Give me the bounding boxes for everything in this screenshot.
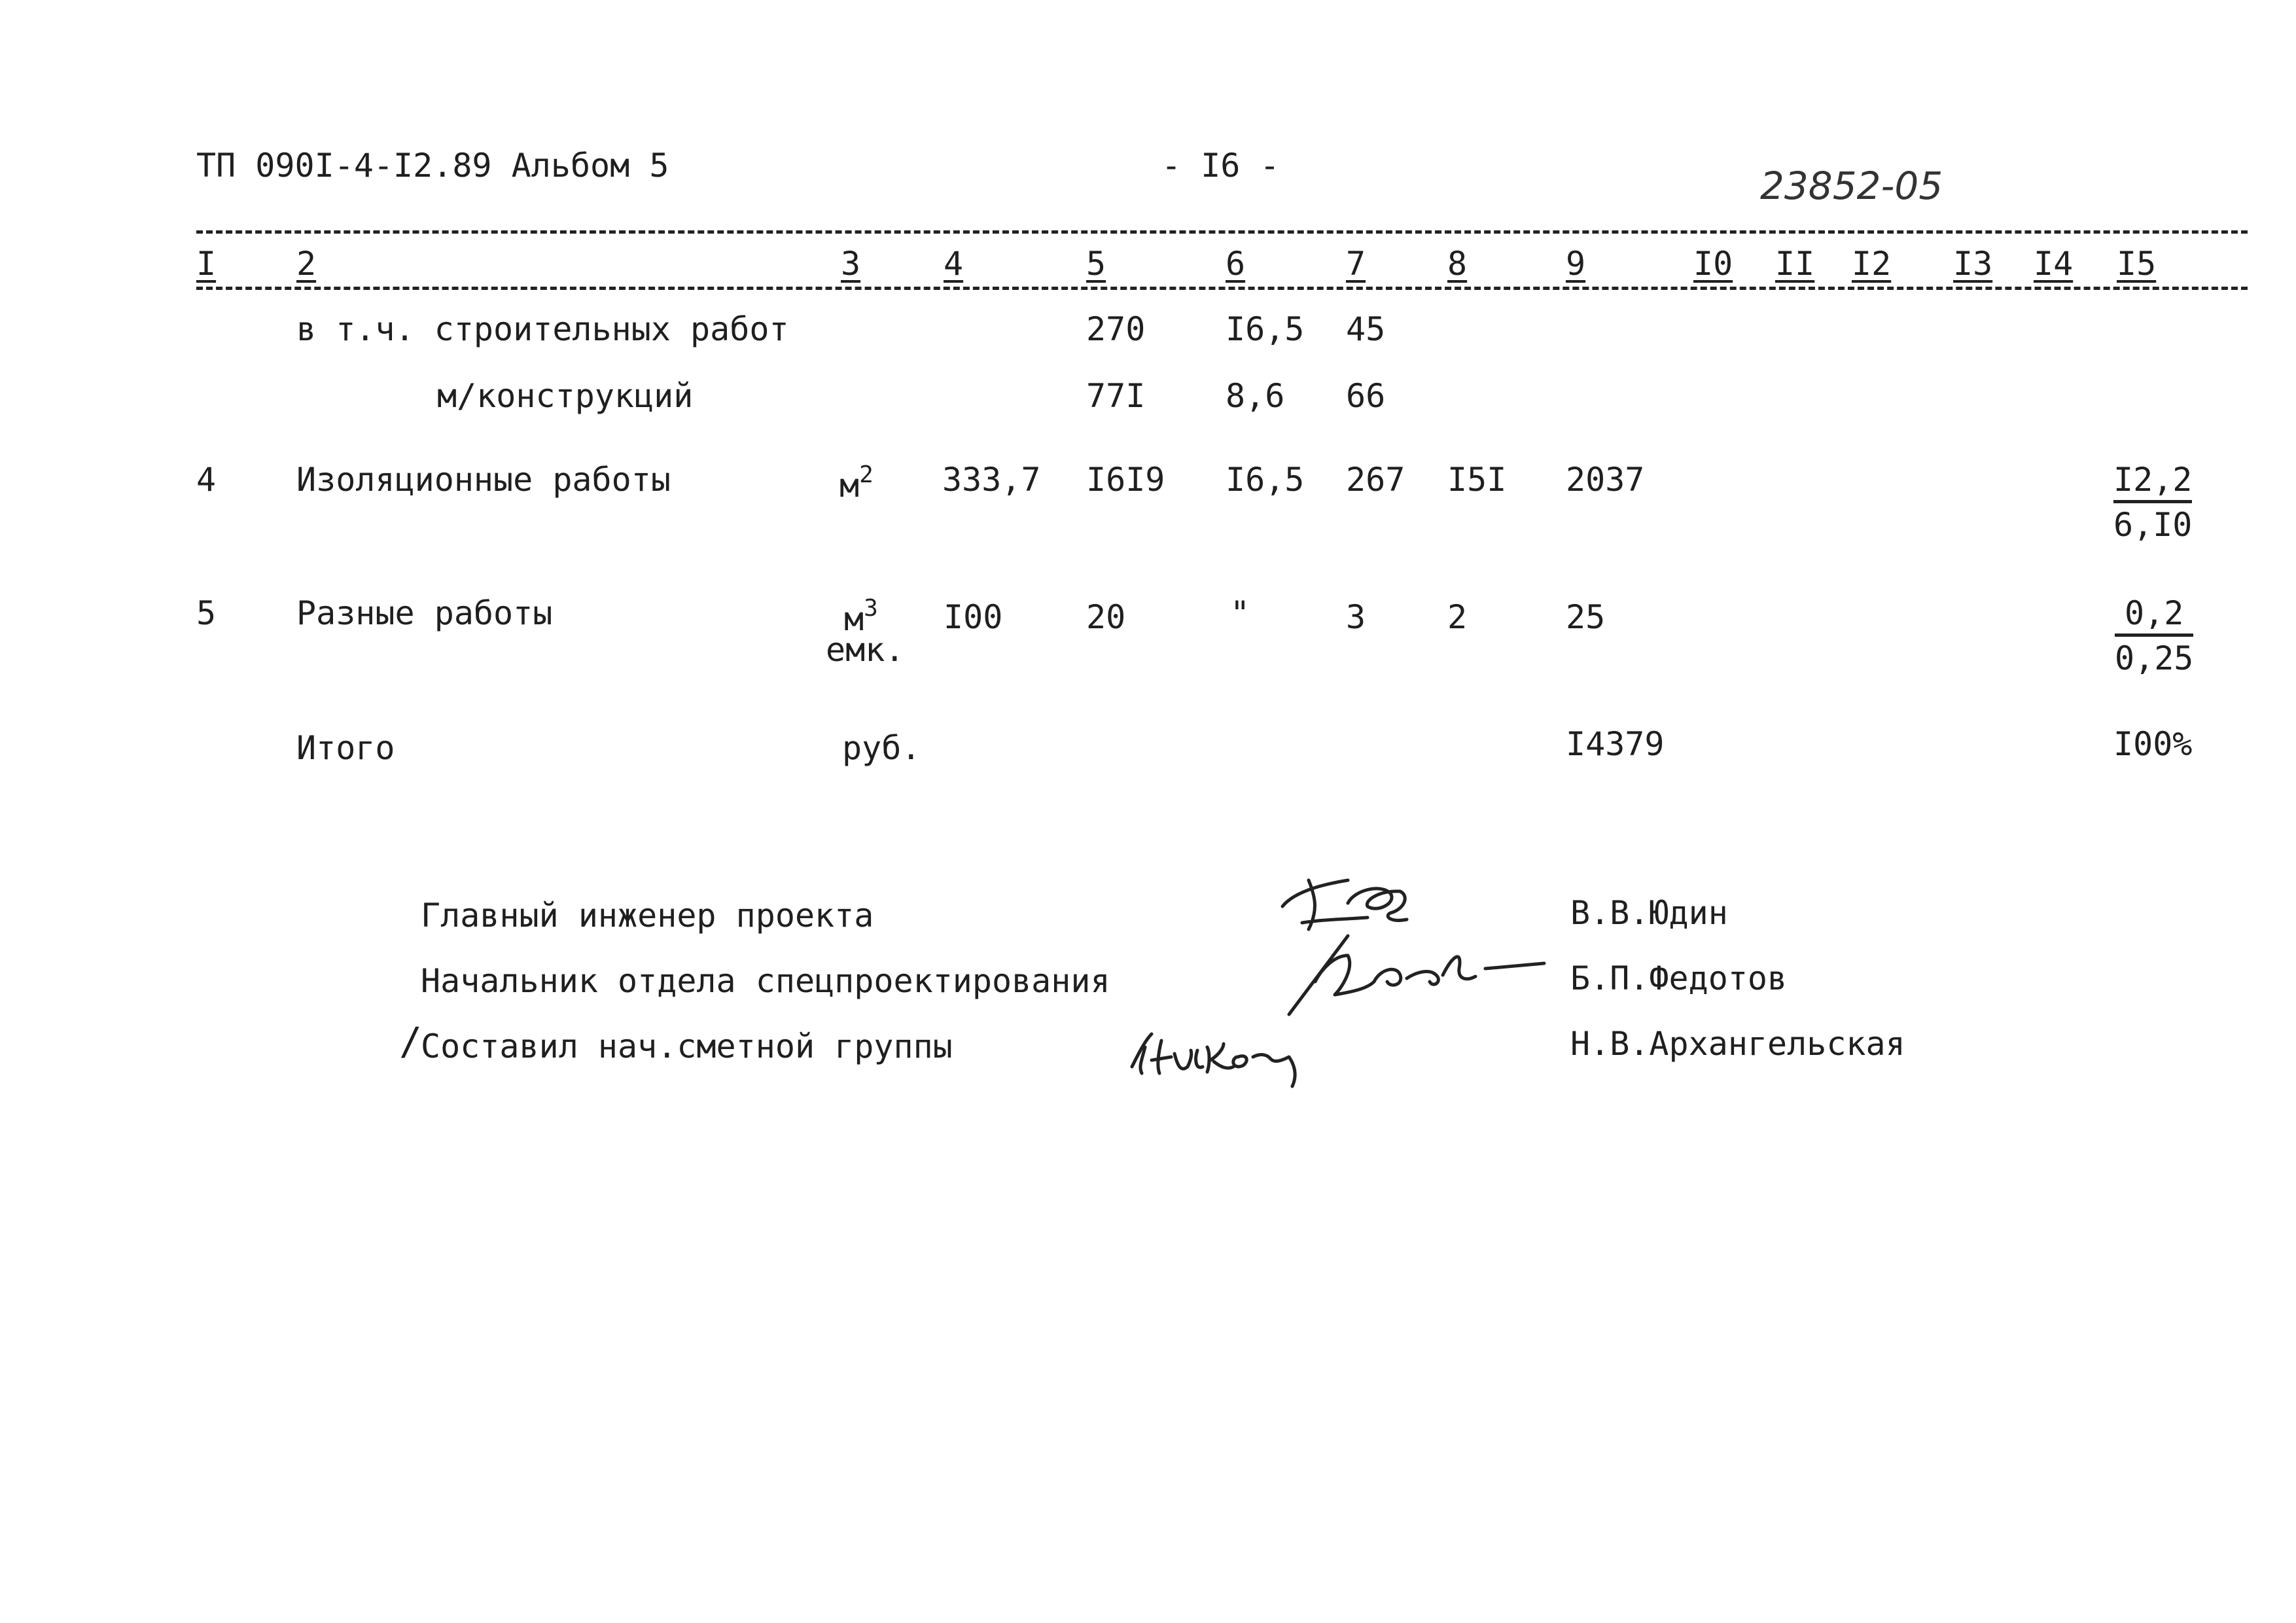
row-number: 5 [196,594,217,632]
column-number: I2 [1852,245,1892,283]
column-number: I4 [2034,245,2074,283]
row-name: Изоляционные работы [296,461,671,499]
signature-role: Начальник отдела спецпроектирования [421,962,1110,1000]
column-number: I0 [1693,245,1733,283]
column-number: I3 [1953,245,1993,283]
cell-col6: I6,5 [1226,310,1305,348]
row-name: Итого [296,729,395,767]
cell-col9: 2037 [1566,461,1645,499]
archive-number: 23852-05 [1760,164,1943,208]
cell-col9: 25 [1566,598,1606,636]
unit-base: м [839,467,860,505]
cell-col5: I6I9 [1086,461,1165,499]
header-bottom-rule [196,287,2248,290]
fraction-numerator: I2,2 [2113,463,2192,503]
column-number: 8 [1447,245,1468,283]
cell-col7: 45 [1346,310,1386,348]
cell-col15-fraction [2115,594,2194,677]
signature-role: Составил нач.сметной группы [421,1027,953,1065]
cell-col6: 8,6 [1226,377,1285,415]
cell-col15-fraction [2113,461,2193,544]
cell-col5: 270 [1086,310,1146,348]
fraction-numerator: 0,2 [2115,597,2193,637]
column-number: 5 [1086,245,1106,283]
cell-col8: I5I [1447,461,1507,499]
cell-col4: I00 [944,598,1003,636]
cell-col15: I00% [2113,725,2193,763]
signature-name: В.В.Юдин [1570,894,1728,932]
unit [844,595,878,638]
unit-exponent: 2 [859,461,874,488]
column-number: 7 [1346,245,1366,283]
unit-base: м [844,600,864,638]
cell-col7: 267 [1346,461,1405,499]
cell-col5: 77I [1086,377,1146,415]
signature-name: Б.П.Федотов [1570,959,1788,997]
row-name: Разные работы [296,594,553,632]
cell-col7: 66 [1346,377,1386,415]
signature-role: Главный инженер проекта [421,897,874,935]
column-number: I [196,245,217,283]
unit-exponent: 3 [864,595,878,622]
fraction-denominator: 6,I0 [2113,506,2193,544]
unit-line2: емк. [826,631,905,669]
column-number: 6 [1226,245,1246,283]
row-number: 4 [196,461,217,499]
signature-name: Н.В.Архангельская [1570,1025,1905,1063]
page-number: - I6 - [1161,147,1280,185]
cell-col7: 3 [1346,598,1366,636]
cell-col8: 2 [1447,598,1468,636]
row-name: м/конструкций [437,377,694,415]
fraction-denominator: 0,25 [2115,639,2194,677]
column-number: 9 [1566,245,1586,283]
document-code: ТП 090I-4-I2.89 Альбом 5 [196,147,669,185]
slash-mark: / [399,1019,422,1063]
cell-col5: 20 [1086,598,1126,636]
column-number: 2 [296,245,317,283]
cell-col4: 333,7 [942,461,1041,499]
header-top-rule [196,230,2248,234]
column-number: 3 [841,245,861,283]
column-number: II [1775,245,1815,283]
unit: руб. [842,729,921,767]
column-number: 4 [944,245,964,283]
cell-col9: I4379 [1566,725,1665,763]
cell-col6: I6,5 [1226,461,1305,499]
row-name: в т.ч. строительных работ [296,310,789,348]
cell-col6: " [1230,594,1250,632]
handwritten-signature-arkhangelskaya [1125,1021,1322,1093]
handwritten-signature-fedotov [1276,929,1551,1021]
unit [839,461,874,505]
column-number: I5 [2117,245,2157,283]
